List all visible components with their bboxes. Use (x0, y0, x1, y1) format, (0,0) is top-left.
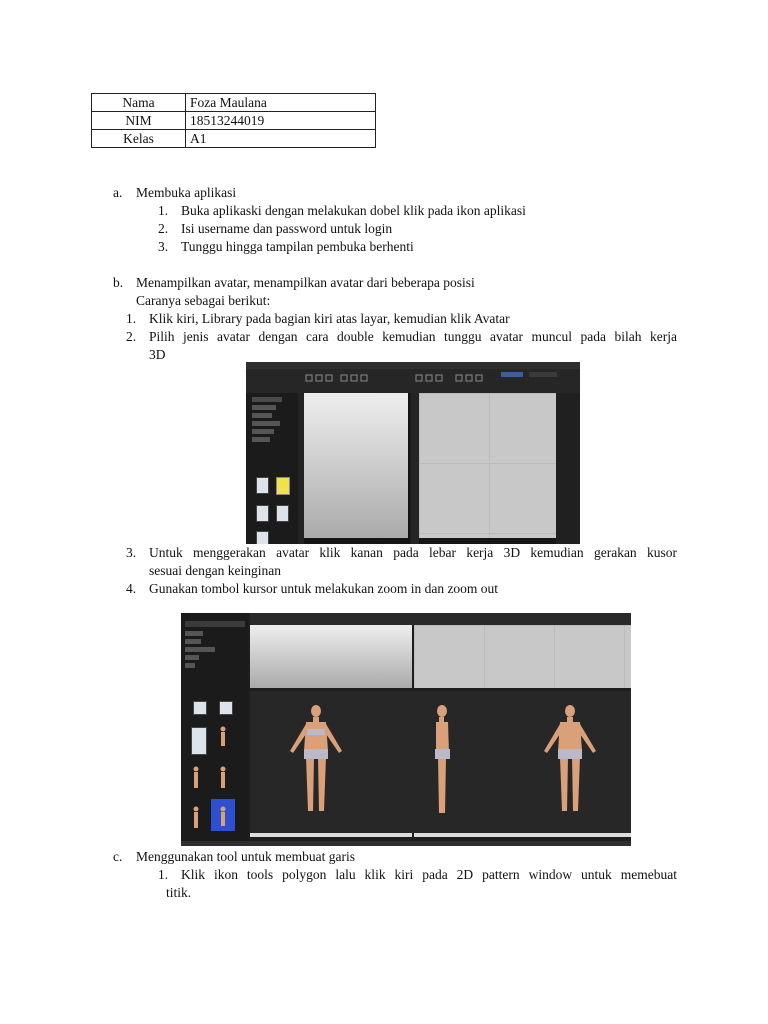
viewport-3d-top[interactable] (250, 625, 412, 688)
scrollbar[interactable] (414, 833, 631, 837)
app-toolbar (246, 369, 580, 393)
table-cell-value: A1 (186, 130, 376, 148)
avatar-thumbnail-selected[interactable] (276, 477, 290, 495)
sidebar-item-avatar[interactable] (185, 621, 245, 627)
sidebar-item[interactable] (252, 429, 274, 434)
list-number: 2. (126, 329, 137, 344)
section-marker: a. (113, 185, 123, 200)
avatar-thumbnail[interactable] (276, 505, 289, 522)
sidebar-item[interactable] (252, 421, 280, 426)
sidebar-item[interactable] (185, 639, 201, 644)
section-subtitle: Caranya sebagai berikut: (136, 293, 271, 308)
screenshot-avatar-library (246, 362, 580, 544)
avatar-thumbnail[interactable] (193, 701, 207, 715)
sidebar-item[interactable] (252, 405, 276, 410)
window-3d[interactable] (298, 393, 410, 544)
list-number: 2. (158, 221, 169, 236)
avatar-figures (250, 691, 631, 833)
avatar-thumbnail[interactable] (256, 505, 269, 522)
list-item: Gunakan tombol kursor untuk melakukan zoom in dan zoom out (149, 581, 499, 596)
list-item-line: titik. (166, 885, 192, 900)
list-item: Tunggu hingga tampilan pembuka berhenti (181, 239, 414, 254)
scrollbar[interactable] (250, 833, 412, 837)
viewport-2d-top[interactable] (414, 625, 631, 688)
library-sidebar (181, 613, 248, 846)
tool-strip-2d (411, 393, 419, 544)
sidebar-item[interactable] (185, 655, 199, 660)
avatar-thumbnail[interactable] (256, 477, 269, 494)
section-title: Membuka aplikasi (136, 185, 237, 200)
table-row (92, 94, 376, 112)
sidebar-item[interactable] (185, 631, 203, 636)
viewport-2d[interactable] (419, 393, 556, 538)
right-panel (556, 393, 580, 544)
sidebar-item[interactable] (185, 647, 215, 652)
student-info-table (91, 93, 376, 148)
section-marker: b. (113, 275, 124, 290)
list-item: Buka aplikaski dengan melakukan dobel klik pada ikon aplikasi (181, 203, 526, 218)
avatar-thumbnail[interactable] (219, 701, 233, 715)
list-item: Isi username dan password untuk login (181, 221, 393, 236)
list-item-line: 3D (149, 347, 166, 362)
section-title: Menggunakan tool untuk membuat garis (136, 849, 355, 864)
section-marker: c. (113, 849, 123, 864)
window-2d[interactable] (411, 393, 556, 544)
list-number: 1. (158, 867, 169, 882)
tool-strip-3d (298, 393, 304, 544)
table-row (92, 130, 376, 148)
table-cell-key: NIM (92, 112, 186, 130)
list-number: 3. (158, 239, 169, 254)
avatar-thumbnail[interactable] (256, 531, 269, 544)
sidebar-item-avatar[interactable] (252, 397, 282, 402)
list-number: 1. (126, 311, 137, 326)
table-cell-key: Kelas (92, 130, 186, 148)
status-bar (181, 841, 631, 846)
avatar-thumbnail[interactable] (191, 727, 207, 755)
screenshot-avatar-views (181, 613, 631, 846)
list-item-line: Untuk menggerakan avatar klik kanan pada lebar kerja 3D kemudian gerakan kusor (149, 545, 677, 560)
sidebar-item[interactable] (252, 437, 270, 442)
viewport-3d-main[interactable] (250, 691, 631, 833)
list-item-line: Klik ikon tools polygon lalu klik kiri pada 2D pattern window untuk memebuat (181, 867, 677, 882)
viewport-3d[interactable] (304, 393, 408, 538)
list-item: Klik kiri, Library pada bagian kiri atas layar, kemudian klik Avatar (149, 311, 510, 326)
sidebar-item[interactable] (185, 663, 195, 668)
list-number: 1. (158, 203, 169, 218)
list-number: 4. (126, 581, 137, 596)
sidebar-item[interactable] (252, 413, 272, 418)
list-item-line: sesuai dengan keinginan (149, 563, 281, 578)
library-sidebar (246, 393, 298, 544)
table-cell-value: 18513244019 (186, 112, 376, 130)
app-toolbar (250, 613, 631, 625)
avatar-thumbnail-grid[interactable] (185, 763, 245, 843)
table-row (92, 112, 376, 130)
table-cell-value: Foza Maulana (186, 94, 376, 112)
table-cell-key: Nama (92, 94, 186, 112)
section-title: Menampilkan avatar, menampilkan avatar dari beberapa posisi (136, 275, 475, 290)
list-item-line: Pilih jenis avatar dengan cara double kemudian tunggu avatar muncul pada bilah kerja (149, 329, 677, 344)
app-menubar (246, 362, 580, 369)
list-number: 3. (126, 545, 137, 560)
